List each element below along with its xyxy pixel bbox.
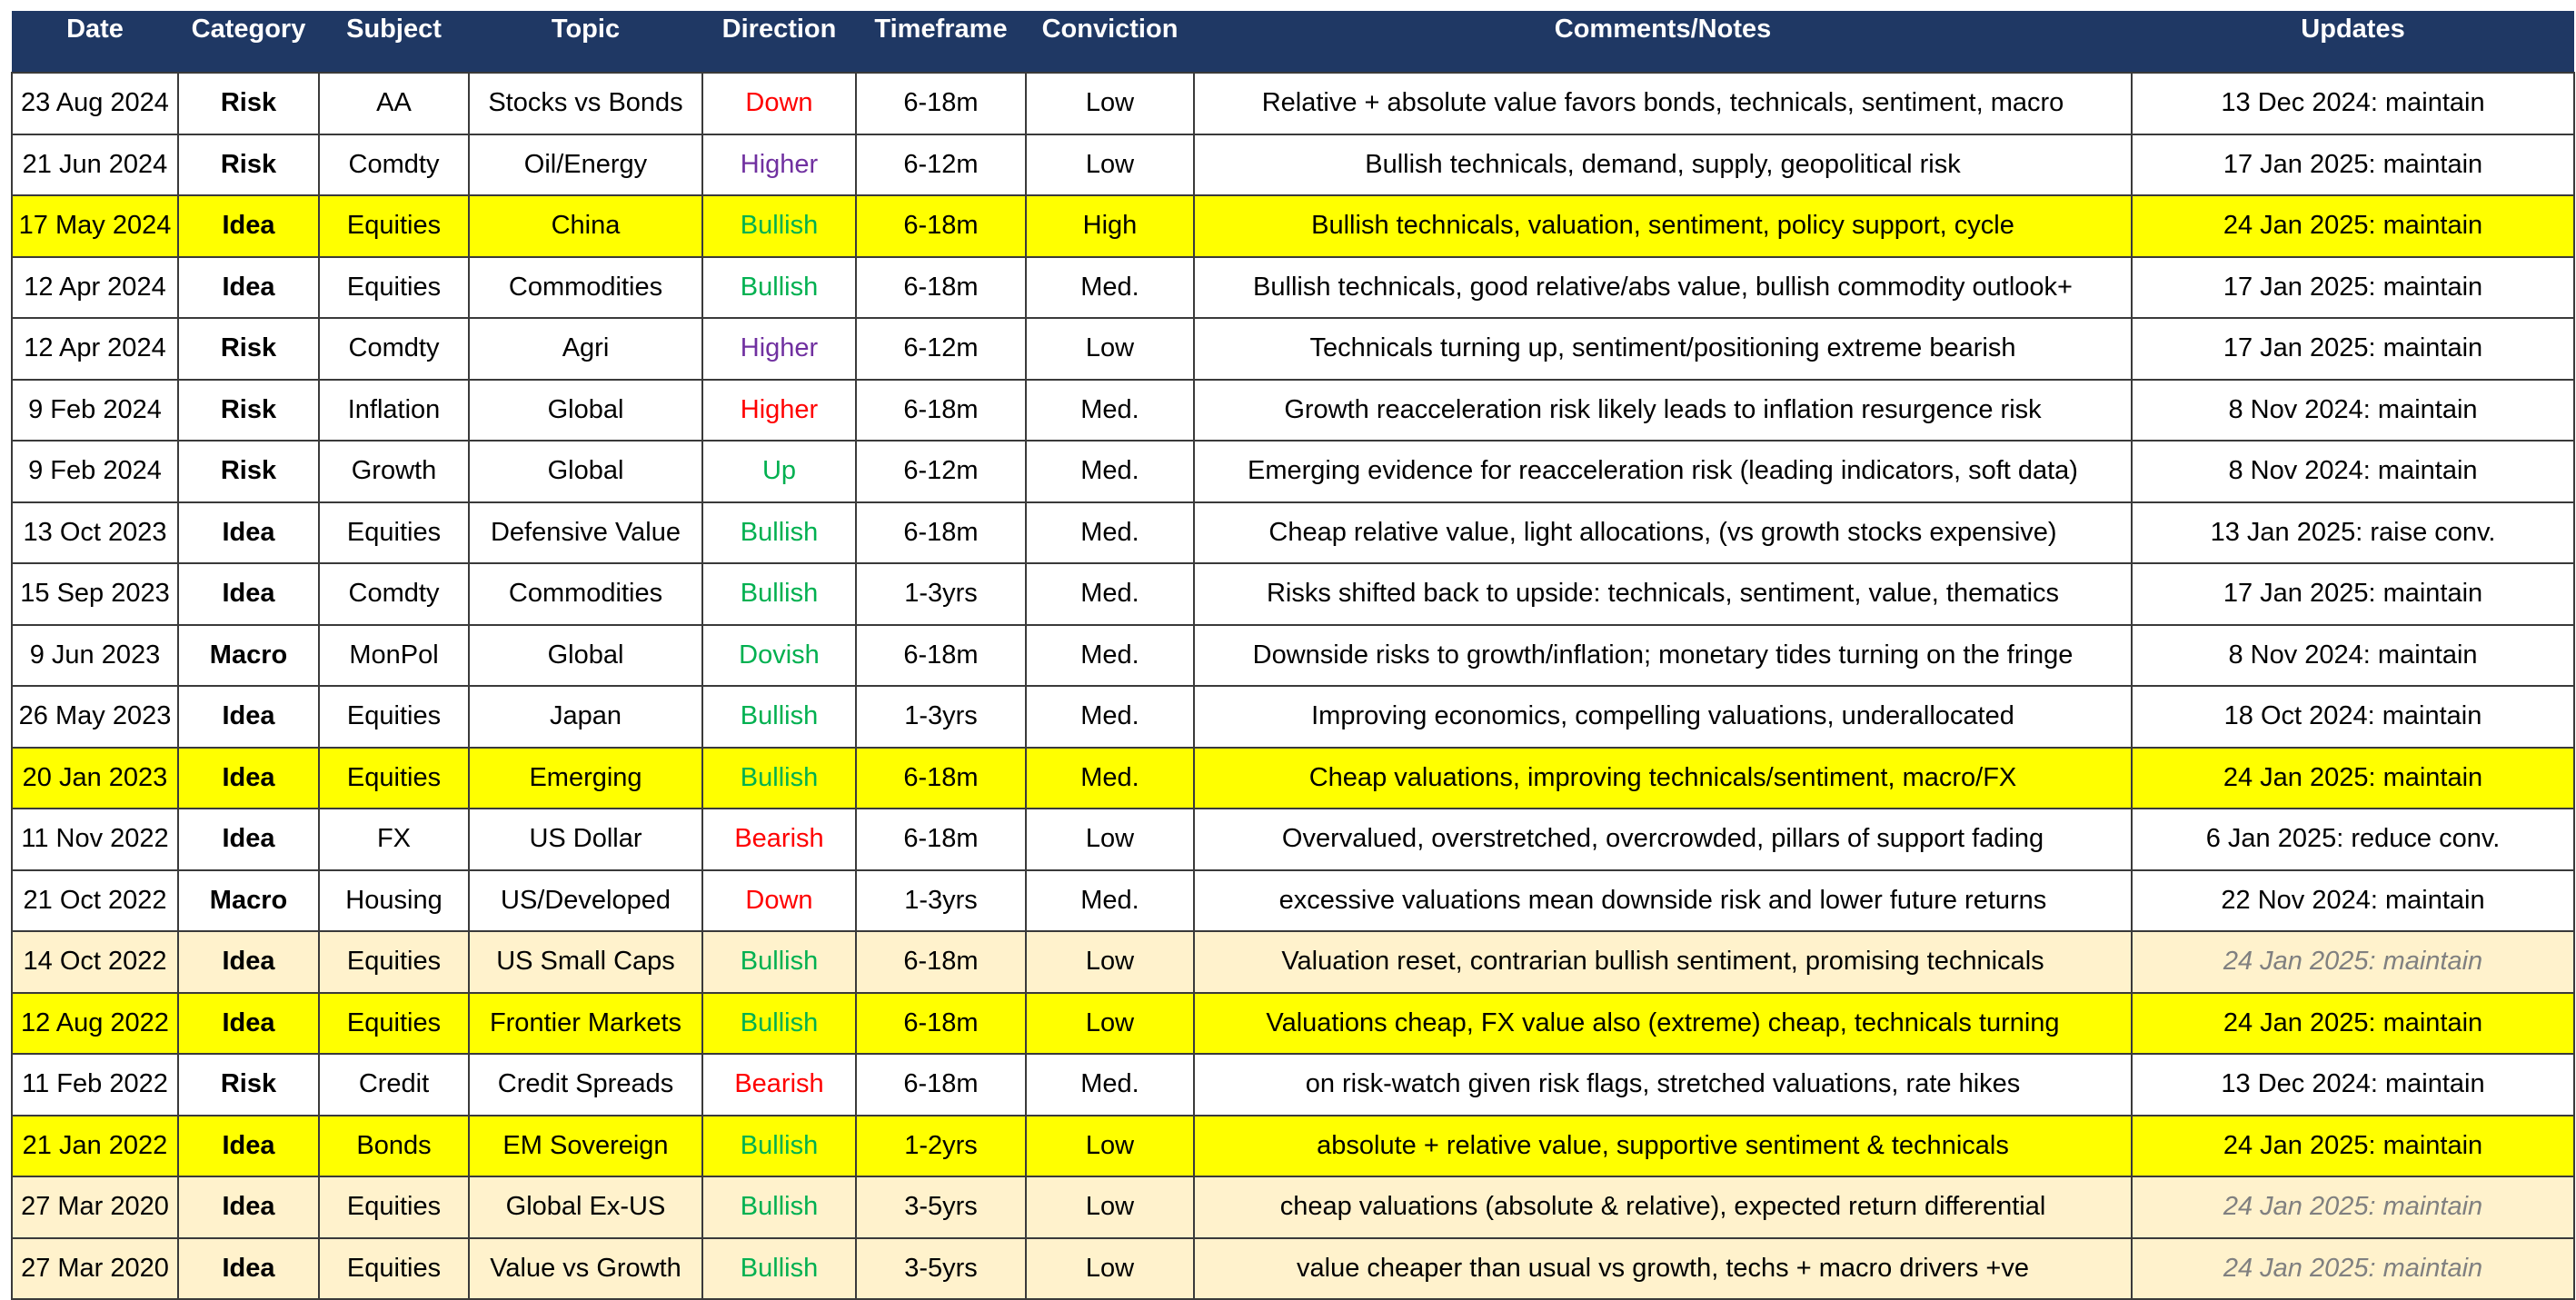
cell-category: Risk (178, 134, 319, 196)
cell-subject: Comdty (319, 318, 469, 380)
cell-date: 20 Jan 2023 (12, 748, 178, 809)
header-timeframe: Timeframe (856, 11, 1026, 73)
header-comments: Comments/Notes (1194, 11, 2132, 73)
cell-timeframe: 3-5yrs (856, 1238, 1026, 1300)
cell-conviction: Med. (1026, 1054, 1194, 1116)
cell-comments: excessive valuations mean downside risk and lower future returns (1194, 870, 2132, 932)
cell-comments: Growth reacceleration risk likely leads to inflation resurgence risk (1194, 380, 2132, 442)
cell-direction: Bullish (702, 686, 856, 748)
cell-timeframe: 1-3yrs (856, 870, 1026, 932)
cell-conviction: Low (1026, 134, 1194, 196)
cell-topic: Global (469, 380, 702, 442)
cell-conviction: Low (1026, 1238, 1194, 1300)
cell-timeframe: 6-18m (856, 257, 1026, 319)
cell-timeframe: 6-18m (856, 195, 1026, 257)
cell-timeframe: 6-18m (856, 1054, 1026, 1116)
cell-conviction: Med. (1026, 563, 1194, 625)
cell-comments: Cheap relative value, light allocations, (vs growth stocks expensive) (1194, 502, 2132, 564)
cell-subject: Equities (319, 1238, 469, 1300)
cell-topic: US Small Caps (469, 931, 702, 993)
cell-date: 27 Mar 2020 (12, 1238, 178, 1300)
cell-timeframe: 6-18m (856, 993, 1026, 1055)
cell-conviction: Low (1026, 809, 1194, 870)
cell-updates: 24 Jan 2025: maintain (2132, 1176, 2574, 1238)
header-topic: Topic (469, 11, 702, 73)
cell-subject: Comdty (319, 563, 469, 625)
cell-updates: 17 Jan 2025: maintain (2132, 134, 2574, 196)
header-conviction: Conviction (1026, 11, 1194, 73)
cell-category: Idea (178, 686, 319, 748)
cell-timeframe: 1-3yrs (856, 686, 1026, 748)
cell-conviction: Low (1026, 993, 1194, 1055)
cell-conviction: Med. (1026, 625, 1194, 687)
cell-category: Idea (178, 993, 319, 1055)
table-row (12, 502, 2574, 564)
cell-date: 12 Apr 2024 (12, 257, 178, 319)
cell-updates: 13 Dec 2024: maintain (2132, 73, 2574, 134)
header-date: Date (12, 11, 178, 73)
cell-date: 9 Feb 2024 (12, 380, 178, 442)
cell-direction: Bullish (702, 257, 856, 319)
cell-comments: Bullish technicals, demand, supply, geopolitical risk (1194, 134, 2132, 196)
header-subject: Subject (319, 11, 469, 73)
cell-updates: 17 Jan 2025: maintain (2132, 563, 2574, 625)
table-row (12, 73, 2574, 134)
cell-conviction: Med. (1026, 870, 1194, 932)
cell-updates: 17 Jan 2025: maintain (2132, 318, 2574, 380)
cell-topic: Defensive Value (469, 502, 702, 564)
cell-comments: Emerging evidence for reacceleration risk (leading indicators, soft data) (1194, 441, 2132, 502)
cell-conviction: High (1026, 195, 1194, 257)
table-row (12, 686, 2574, 748)
cell-date: 21 Jan 2022 (12, 1116, 178, 1177)
header-direction: Direction (702, 11, 856, 73)
cell-conviction: Med. (1026, 502, 1194, 564)
cell-comments: Bullish technicals, valuation, sentiment, policy support, cycle (1194, 195, 2132, 257)
header-row (12, 11, 2574, 73)
cell-date: 9 Jun 2023 (12, 625, 178, 687)
cell-direction: Dovish (702, 625, 856, 687)
cell-category: Idea (178, 1238, 319, 1300)
cell-subject: Comdty (319, 134, 469, 196)
cell-conviction: Med. (1026, 380, 1194, 442)
cell-date: 11 Feb 2022 (12, 1054, 178, 1116)
cell-updates: 24 Jan 2025: maintain (2132, 1238, 2574, 1300)
cell-direction: Down (702, 73, 856, 134)
table-row (12, 809, 2574, 870)
cell-updates: 24 Jan 2025: maintain (2132, 748, 2574, 809)
cell-direction: Higher (702, 134, 856, 196)
table-row (12, 748, 2574, 809)
cell-topic: US Dollar (469, 809, 702, 870)
cell-category: Macro (178, 870, 319, 932)
cell-subject: Housing (319, 870, 469, 932)
cell-updates: 24 Jan 2025: maintain (2132, 993, 2574, 1055)
cell-timeframe: 6-18m (856, 380, 1026, 442)
cell-date: 12 Apr 2024 (12, 318, 178, 380)
cell-conviction: Med. (1026, 441, 1194, 502)
cell-date: 12 Aug 2022 (12, 993, 178, 1055)
cell-subject: MonPol (319, 625, 469, 687)
table-row (12, 441, 2574, 502)
cell-comments: Valuations cheap, FX value also (extreme) cheap, technicals turning (1194, 993, 2132, 1055)
table-row (12, 257, 2574, 319)
cell-direction: Bullish (702, 563, 856, 625)
cell-subject: Equities (319, 502, 469, 564)
cell-conviction: Med. (1026, 686, 1194, 748)
cell-timeframe: 6-18m (856, 748, 1026, 809)
table-row (12, 1176, 2574, 1238)
cell-subject: Growth (319, 441, 469, 502)
cell-timeframe: 6-12m (856, 134, 1026, 196)
cell-conviction: Low (1026, 1176, 1194, 1238)
cell-subject: Equities (319, 195, 469, 257)
cell-updates: 17 Jan 2025: maintain (2132, 257, 2574, 319)
cell-direction: Up (702, 441, 856, 502)
cell-topic: Frontier Markets (469, 993, 702, 1055)
cell-direction: Bullish (702, 1238, 856, 1300)
cell-direction: Bearish (702, 809, 856, 870)
table-row (12, 563, 2574, 625)
cell-topic: Global (469, 441, 702, 502)
cell-category: Risk (178, 441, 319, 502)
cell-topic: EM Sovereign (469, 1116, 702, 1177)
cell-subject: Equities (319, 931, 469, 993)
cell-topic: Global (469, 625, 702, 687)
cell-comments: Downside risks to growth/inflation; monetary tides turning on the fringe (1194, 625, 2132, 687)
cell-comments: Relative + absolute value favors bonds, technicals, sentiment, macro (1194, 73, 2132, 134)
cell-comments: Risks shifted back to upside: technicals, sentiment, value, thematics (1194, 563, 2132, 625)
table-row (12, 931, 2574, 993)
cell-date: 14 Oct 2022 (12, 931, 178, 993)
cell-comments: Valuation reset, contrarian bullish sentiment, promising technicals (1194, 931, 2132, 993)
cell-direction: Bearish (702, 1054, 856, 1116)
cell-category: Idea (178, 931, 319, 993)
cell-timeframe: 6-18m (856, 809, 1026, 870)
cell-timeframe: 1-3yrs (856, 563, 1026, 625)
cell-direction: Bullish (702, 195, 856, 257)
cell-subject: AA (319, 73, 469, 134)
cell-subject: Equities (319, 993, 469, 1055)
cell-updates: 13 Jan 2025: raise conv. (2132, 502, 2574, 564)
cell-category: Idea (178, 809, 319, 870)
cell-category: Risk (178, 73, 319, 134)
cell-date: 15 Sep 2023 (12, 563, 178, 625)
cell-topic: Global Ex-US (469, 1176, 702, 1238)
cell-date: 11 Nov 2022 (12, 809, 178, 870)
cell-topic: US/Developed (469, 870, 702, 932)
cell-updates: 18 Oct 2024: maintain (2132, 686, 2574, 748)
header-category: Category (178, 11, 319, 73)
cell-updates: 6 Jan 2025: reduce conv. (2132, 809, 2574, 870)
table-row (12, 1238, 2574, 1300)
cell-category: Risk (178, 1054, 319, 1116)
table-row (12, 870, 2574, 932)
table-row (12, 134, 2574, 196)
cell-topic: Agri (469, 318, 702, 380)
cell-date: 17 May 2024 (12, 195, 178, 257)
cell-topic: Emerging (469, 748, 702, 809)
cell-date: 27 Mar 2020 (12, 1176, 178, 1238)
cell-timeframe: 6-18m (856, 502, 1026, 564)
cell-direction: Bullish (702, 748, 856, 809)
cell-conviction: Med. (1026, 257, 1194, 319)
cell-conviction: Low (1026, 73, 1194, 134)
cell-category: Idea (178, 563, 319, 625)
cell-topic: Value vs Growth (469, 1238, 702, 1300)
cell-comments: absolute + relative value, supportive sentiment & technicals (1194, 1116, 2132, 1177)
cell-topic: China (469, 195, 702, 257)
cell-conviction: Low (1026, 1116, 1194, 1177)
cell-subject: Bonds (319, 1116, 469, 1177)
cell-direction: Bullish (702, 993, 856, 1055)
cell-conviction: Low (1026, 318, 1194, 380)
cell-topic: Credit Spreads (469, 1054, 702, 1116)
cell-subject: Equities (319, 686, 469, 748)
cell-category: Idea (178, 502, 319, 564)
cell-updates: 8 Nov 2024: maintain (2132, 625, 2574, 687)
cell-category: Macro (178, 625, 319, 687)
cell-conviction: Low (1026, 931, 1194, 993)
cell-category: Idea (178, 257, 319, 319)
cell-subject: Equities (319, 257, 469, 319)
cell-category: Idea (178, 195, 319, 257)
cell-direction: Bullish (702, 931, 856, 993)
cell-updates: 8 Nov 2024: maintain (2132, 441, 2574, 502)
cell-topic: Oil/Energy (469, 134, 702, 196)
cell-comments: value cheaper than usual vs growth, techs + macro drivers +ve (1194, 1238, 2132, 1300)
table-row (12, 195, 2574, 257)
cell-date: 26 May 2023 (12, 686, 178, 748)
cell-category: Idea (178, 1116, 319, 1177)
table-row (12, 625, 2574, 687)
cell-direction: Bullish (702, 1116, 856, 1177)
cell-timeframe: 6-18m (856, 73, 1026, 134)
cell-date: 23 Aug 2024 (12, 73, 178, 134)
cell-category: Risk (178, 380, 319, 442)
cell-category: Risk (178, 318, 319, 380)
cell-timeframe: 6-18m (856, 931, 1026, 993)
cell-direction: Higher (702, 318, 856, 380)
cell-updates: 8 Nov 2024: maintain (2132, 380, 2574, 442)
table-row (12, 993, 2574, 1055)
cell-comments: Technicals turning up, sentiment/positioning extreme bearish (1194, 318, 2132, 380)
cell-subject: Equities (319, 1176, 469, 1238)
cell-updates: 24 Jan 2025: maintain (2132, 195, 2574, 257)
cell-direction: Down (702, 870, 856, 932)
cell-timeframe: 1-2yrs (856, 1116, 1026, 1177)
cell-comments: Overvalued, overstretched, overcrowded, pillars of support fading (1194, 809, 2132, 870)
cell-category: Idea (178, 748, 319, 809)
cell-topic: Japan (469, 686, 702, 748)
cell-date: 9 Feb 2024 (12, 441, 178, 502)
table-row (12, 318, 2574, 380)
table-row (12, 1054, 2574, 1116)
cell-conviction: Med. (1026, 748, 1194, 809)
ideas-table (11, 11, 2575, 1300)
cell-direction: Bullish (702, 502, 856, 564)
table-row (12, 1116, 2574, 1177)
cell-updates: 24 Jan 2025: maintain (2132, 1116, 2574, 1177)
cell-timeframe: 6-18m (856, 625, 1026, 687)
cell-topic: Commodities (469, 257, 702, 319)
cell-date: 21 Jun 2024 (12, 134, 178, 196)
cell-updates: 13 Dec 2024: maintain (2132, 1054, 2574, 1116)
cell-subject: Inflation (319, 380, 469, 442)
cell-comments: on risk-watch given risk flags, stretched valuations, rate hikes (1194, 1054, 2132, 1116)
cell-comments: cheap valuations (absolute & relative), expected return differential (1194, 1176, 2132, 1238)
cell-timeframe: 3-5yrs (856, 1176, 1026, 1238)
table-row (12, 380, 2574, 442)
cell-topic: Commodities (469, 563, 702, 625)
cell-timeframe: 6-12m (856, 441, 1026, 502)
cell-subject: Equities (319, 748, 469, 809)
cell-comments: Improving economics, compelling valuations, underallocated (1194, 686, 2132, 748)
cell-updates: 22 Nov 2024: maintain (2132, 870, 2574, 932)
cell-direction: Bullish (702, 1176, 856, 1238)
cell-timeframe: 6-12m (856, 318, 1026, 380)
header-updates: Updates (2132, 11, 2574, 73)
cell-comments: Cheap valuations, improving technicals/sentiment, macro/FX (1194, 748, 2132, 809)
cell-date: 21 Oct 2022 (12, 870, 178, 932)
cell-date: 13 Oct 2023 (12, 502, 178, 564)
cell-updates: 24 Jan 2025: maintain (2132, 931, 2574, 993)
cell-subject: FX (319, 809, 469, 870)
cell-subject: Credit (319, 1054, 469, 1116)
cell-comments: Bullish technicals, good relative/abs value, bullish commodity outlook+ (1194, 257, 2132, 319)
cell-topic: Stocks vs Bonds (469, 73, 702, 134)
cell-direction: Higher (702, 380, 856, 442)
cell-category: Idea (178, 1176, 319, 1238)
